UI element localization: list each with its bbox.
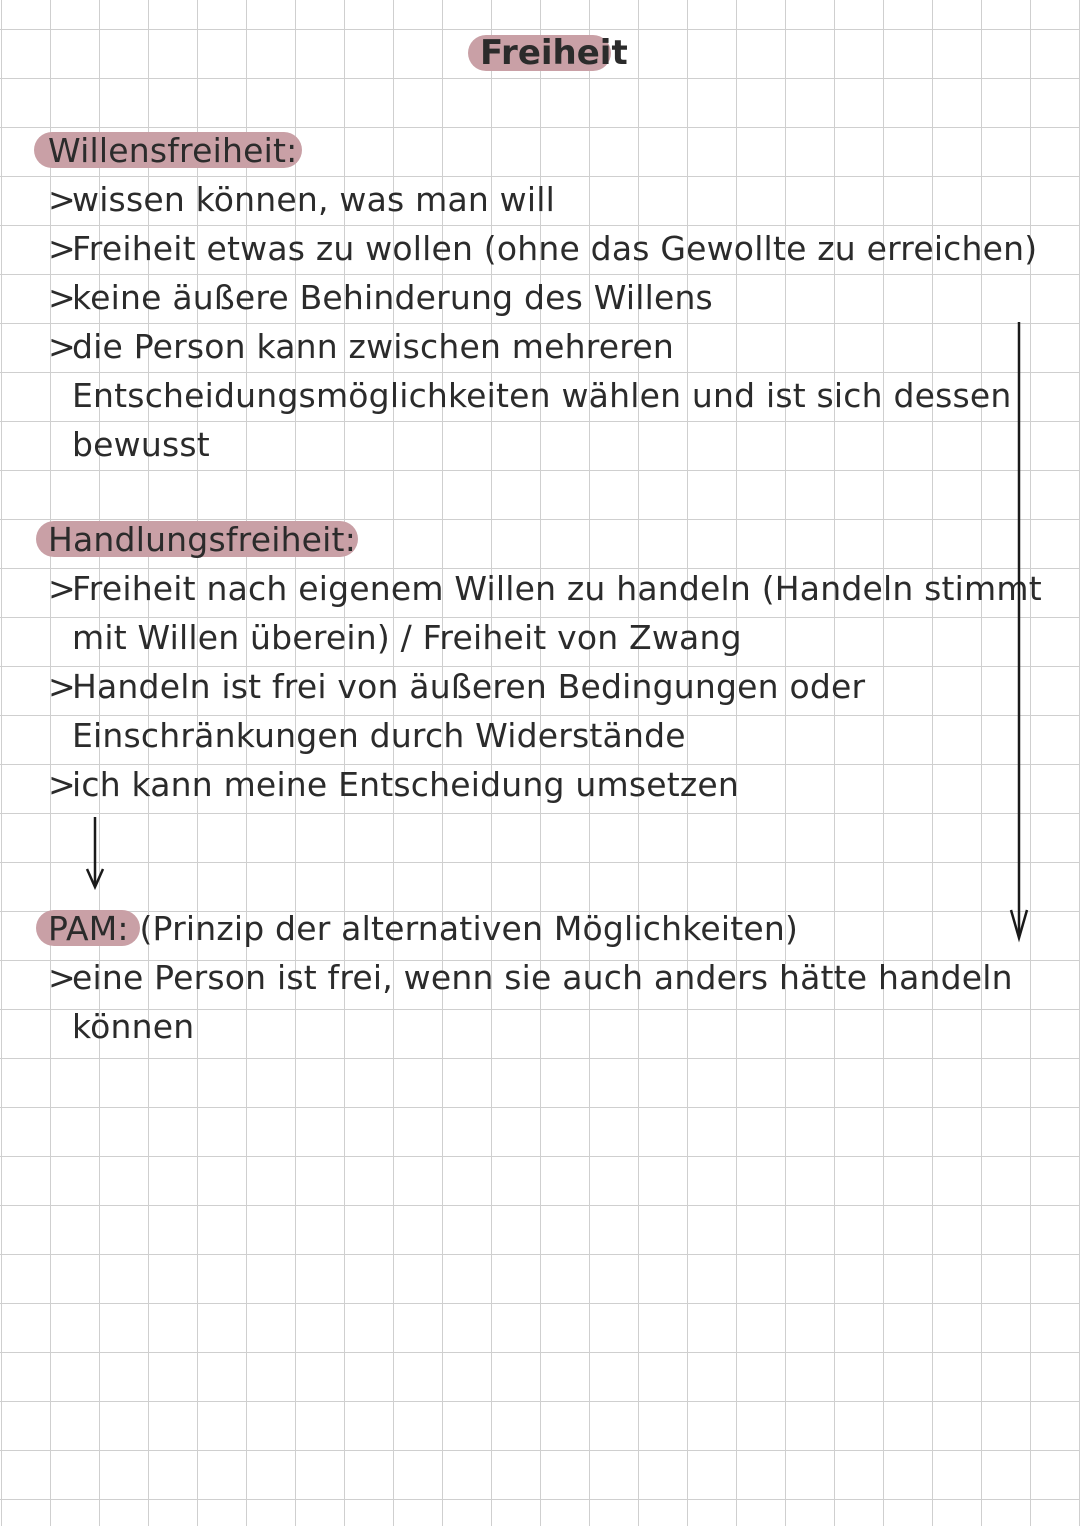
list-item-text: eine Person ist frei, wenn sie auch anders hätte handeln bbox=[72, 958, 1013, 997]
list-item bbox=[48, 273, 713, 322]
bullet-icon: > bbox=[48, 667, 76, 706]
list-item-text: ich kann meine Entscheidung umsetzen bbox=[72, 765, 739, 804]
list-item-text: Freiheit nach eigenem Willen zu handeln (Handeln stimmt bbox=[72, 569, 1042, 608]
bullet-icon: > bbox=[48, 958, 76, 997]
list-item-text: keine äußere Behinderung des Willens bbox=[72, 278, 713, 317]
down-arrow-icon bbox=[82, 815, 112, 895]
list-item bbox=[48, 224, 1037, 273]
page-title: Freiheit bbox=[480, 33, 628, 73]
list-item bbox=[48, 662, 865, 711]
list-item-text: Handeln ist frei von äußeren Bedingungen oder bbox=[72, 667, 866, 706]
list-item-continuation: Entscheidungsmöglichkeiten wählen und ist sich dessen bbox=[72, 376, 1012, 415]
list-item-continuation: mit Willen überein) / Freiheit von Zwang bbox=[72, 618, 742, 657]
list-item bbox=[48, 322, 674, 371]
list-item-continuation: können bbox=[72, 1007, 195, 1046]
list-item bbox=[48, 175, 555, 224]
bullet-icon: > bbox=[48, 180, 76, 219]
pam-subtitle: (Prinzip der alternativen Möglichkeiten) bbox=[139, 909, 799, 948]
list-item-continuation: bewusst bbox=[72, 425, 210, 464]
list-item bbox=[48, 760, 739, 809]
section-heading-pam bbox=[48, 904, 798, 953]
bullet-icon: > bbox=[48, 278, 76, 317]
bullet-icon: > bbox=[48, 229, 76, 268]
section-heading-willensfreiheit: Willensfreiheit: bbox=[48, 131, 298, 170]
list-item-text: die Person kann zwischen mehreren bbox=[72, 327, 674, 366]
list-item-text: Freiheit etwas zu wollen (ohne das Gewollte zu erreichen) bbox=[72, 229, 1038, 268]
pam-heading: PAM: bbox=[48, 909, 129, 948]
long-down-arrow-icon bbox=[1005, 320, 1035, 950]
bullet-icon: > bbox=[48, 765, 76, 804]
bullet-icon: > bbox=[48, 569, 76, 608]
list-item-text: wissen können, was man will bbox=[72, 180, 555, 219]
bullet-icon: > bbox=[48, 327, 76, 366]
list-item bbox=[48, 564, 1042, 613]
list-item-continuation: Einschränkungen durch Widerstände bbox=[72, 716, 686, 755]
list-item bbox=[48, 953, 1013, 1002]
section-heading-handlungsfreiheit: Handlungsfreiheit: bbox=[48, 520, 357, 559]
